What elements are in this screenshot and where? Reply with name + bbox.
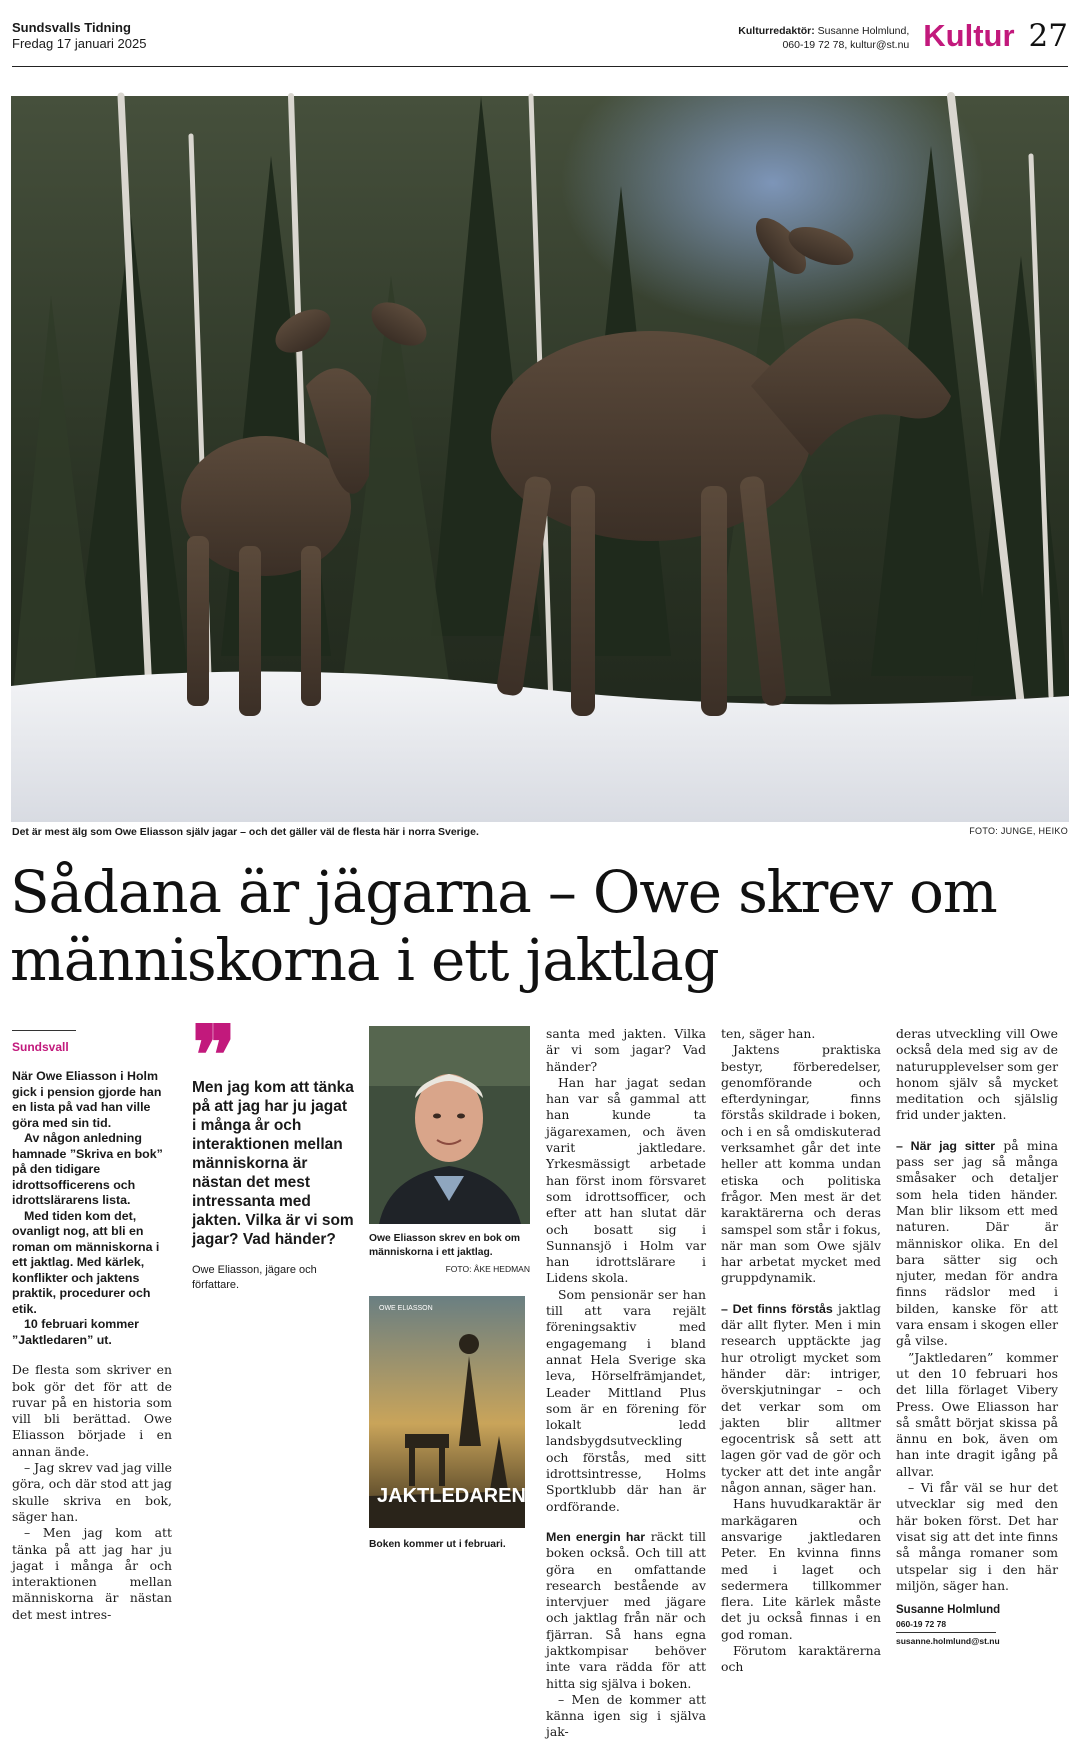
ingress-paragraph: Av någon anledning hamnade ”Skriva en bok” på den tidigare idrottsofficerens och idrottslärarens lista. — [12, 1131, 163, 1208]
ingress-paragraph: 10 februari kommer ”Jaktledaren” ut. — [12, 1317, 140, 1347]
column-5 — [721, 1026, 881, 1676]
quote-mark-icon: ❞ — [192, 1008, 231, 1104]
editor-info — [738, 18, 909, 52]
body-paragraph: Jaktens praktiska bestyr, förberedelser, genomförande och efterdyningar, finns förstås skildrade i boken, och i en så omdiskuterad verksamhet går det inte heller att komma undan etiska och politiska frågor. Men mest är det karaktärerna och deras samspel som står i fokus, när man som Owe själv har arbetat mycket med gruppdynamik. — [721, 1042, 881, 1286]
page-number: 27 — [1028, 18, 1068, 54]
body-paragraph: deras utveckling vill Owe också dela med sig av de naturupplevelser som ger honom själv så mycket meditation och själslig frid under jakten. — [896, 1026, 1058, 1123]
portrait-credit: FOTO: ÅKE HEDMAN — [445, 1264, 530, 1274]
body-paragraph — [721, 1301, 881, 1497]
photo-caption-row — [12, 826, 1068, 838]
body-text: jaktlag där allt flyter. Men i min research upptäckte jag hur otroligt mycket som händer där: intriger, överskjutningar – och det verkar som om jakten blir alltmer egocentrisk så sett att lagen gör vad de gör och tycker att det inte angår någon annan, säger han. — [721, 1300, 881, 1496]
body-paragraph: ten, säger han. — [721, 1026, 816, 1041]
ingress-paragraph: Med tiden kom det, ovanligt nog, att bli en roman om människorna i ett jaktlag. Med kärlek, konflikter och jaktens praktik, procedurer och etik. — [12, 1208, 160, 1316]
book-cover — [369, 1296, 525, 1528]
portrait-caption — [369, 1232, 530, 1274]
byline-email[interactable]: susanne.holmlund@st.nu — [896, 1636, 1000, 1647]
pull-quote-attribution: Owe Eliasson, jägare och författare. — [192, 1264, 317, 1291]
body-paragraph: Hans huvudkaraktär är markägaren och ansvarige jaktledaren Peter. En kvinna finns med i laget och sedermera tillkommer flera. Lite kärlek måste det ju också finnas i en god roman. — [721, 1496, 881, 1642]
editor-label: Kulturredaktör: — [738, 25, 815, 37]
body-paragraph — [546, 1529, 706, 1692]
body-paragraph: Förutom karaktärerna och — [721, 1642, 881, 1675]
body-paragraph: santa med jakten. Vilka är vi som jagar? Vad händer? — [546, 1026, 706, 1074]
body-paragraph: Han har jagat sedan han var så gammal att han kunde ta jägarexamen, och även varit jaktledare. Yrkesmässigt arbetade han först inom försvaret som idrottsofficer, och efter att han slutat där och bosatt sig i Sunnansjö i Holm var han idrottslärare i Lidens skola. — [546, 1074, 706, 1286]
body-text: räckt till boken också. Och till att göra en omfattande research bestående av intervjuer med jägare och jaktlag från när och fjärran. Så hans egna jaktkompisar behöver inte vara rädda för att hitta sig själva i boken. — [546, 1528, 706, 1691]
byline-divider — [896, 1632, 996, 1633]
book-caption: Boken kommer ut i februari. — [369, 1539, 506, 1550]
byline-name: Susanne Holmlund — [896, 1604, 1001, 1617]
lead-in: Men energin har — [546, 1529, 646, 1544]
column-1 — [12, 1026, 172, 1623]
body-paragraph: – Vi får väl se hur det utvecklar sig med den här boken först. Det har visat sig att det inte finns så många romaner som utspelar sig i den här miljön, säger han. — [896, 1480, 1058, 1593]
dateline-rule — [12, 1030, 76, 1031]
issue-date: Fredag 17 januari 2025 — [12, 36, 147, 51]
column-6 — [896, 1026, 1058, 1647]
ingress-paragraph: När Owe Eliasson i Holm gick i pension gjorde han en lista på vad han ville göra med sin tid. — [12, 1069, 162, 1130]
body-text: på mina pass ser jag så många småsaker och detaljer som hela tiden händer. Man blir liksom ett med naturen. Där är människor olika. En del bara sätter sig och njuter, medan för andra finns rädslor med i bilden, kanske för att vara ensam i skogen eller gå vilse. — [896, 1137, 1058, 1349]
author-portrait — [369, 1026, 530, 1224]
column-3 — [369, 1026, 530, 1553]
book-title: JAKTLEDAREN — [377, 1485, 526, 1507]
column-4 — [546, 1026, 706, 1741]
portrait-illustration — [369, 1026, 530, 1224]
headline: Sådana är jägarna – Owe skrev om människorna i ett jaktlag — [10, 858, 997, 994]
editor-name: Susanne Holmlund, — [817, 25, 910, 37]
column-2 — [192, 1008, 354, 1293]
masthead — [12, 20, 146, 52]
photo-credit: FOTO: JUNGE, HEIKO — [969, 826, 1068, 836]
section-header — [738, 18, 1068, 54]
lead-in: – När jag sitter — [896, 1138, 996, 1153]
body-paragraph: – Men jag kom att tänka på att jag har ju jagat i många år och interaktionen mellan människorna är nästan det mest intres- — [12, 1525, 172, 1622]
body-paragraph: De flesta som skriver en bok gör det för att de ruvar på en historia som vill bli berättad. Owe Eliasson började i en annan ände. — [12, 1362, 172, 1459]
portrait-caption-text: Owe Eliasson skrev en bok om människorna i ett jaktlag. — [369, 1233, 521, 1258]
body-paragraph — [896, 1138, 1058, 1350]
body-paragraph: – Jag skrev vad jag ville göra, och där stod att jag skulle skriva en bok, säger han. — [12, 1460, 172, 1524]
body-text — [12, 1362, 172, 1623]
byline-phone: 060-19 72 78 — [896, 1619, 947, 1630]
body-paragraph: – Men de kommer att känna igen sig i själva jak- — [546, 1691, 706, 1740]
editor-contact: 060-19 72 78, kultur@st.nu — [782, 39, 910, 51]
book-cover-illustration — [369, 1296, 525, 1528]
body-paragraph: Som pensionär ser han till att vara rejält föreningsaktiv med engagemang i bland annat Hela Sverige ska leva, Hörselfrämjandet, Leader Mittland Plus som är en förening för lokalt ledd landsbygdsutveckling och förstås, med sitt idrottsintresse, Holms Sportklubb där han är ordförande. — [546, 1286, 706, 1514]
ingress — [12, 1069, 172, 1348]
photo-caption: Det är mest älg som Owe Eliasson själv jagar – och det gäller väl de flesta här i norra Sverige. — [12, 826, 479, 838]
section-name: Kultur — [923, 18, 1015, 53]
body-paragraph: ”Jaktledaren” kommer ut den 10 februari hos det lilla förlaget Vibery Press. Owe Eliasson har så smått börjat skissa på ännu en bok, även om han inte dragit igång på allvar. — [896, 1349, 1058, 1479]
header-divider — [12, 66, 1068, 67]
dateline: Sundsvall — [12, 1040, 69, 1054]
book-author: OWE ELIASSON — [379, 1305, 433, 1312]
pull-quote: Men jag kom att tänka på att jag har ju jagat i många år och interaktionen mellan människorna är nästan det mest intressanta med jakten. Vilka är vi som jagar? Vad händer? — [192, 1079, 354, 1248]
moose-photo — [11, 96, 1069, 822]
newspaper-name: Sundsvalls Tidning — [12, 20, 131, 35]
lead-in: – Det finns förstås — [721, 1301, 833, 1316]
moose-illustration — [11, 96, 1069, 822]
